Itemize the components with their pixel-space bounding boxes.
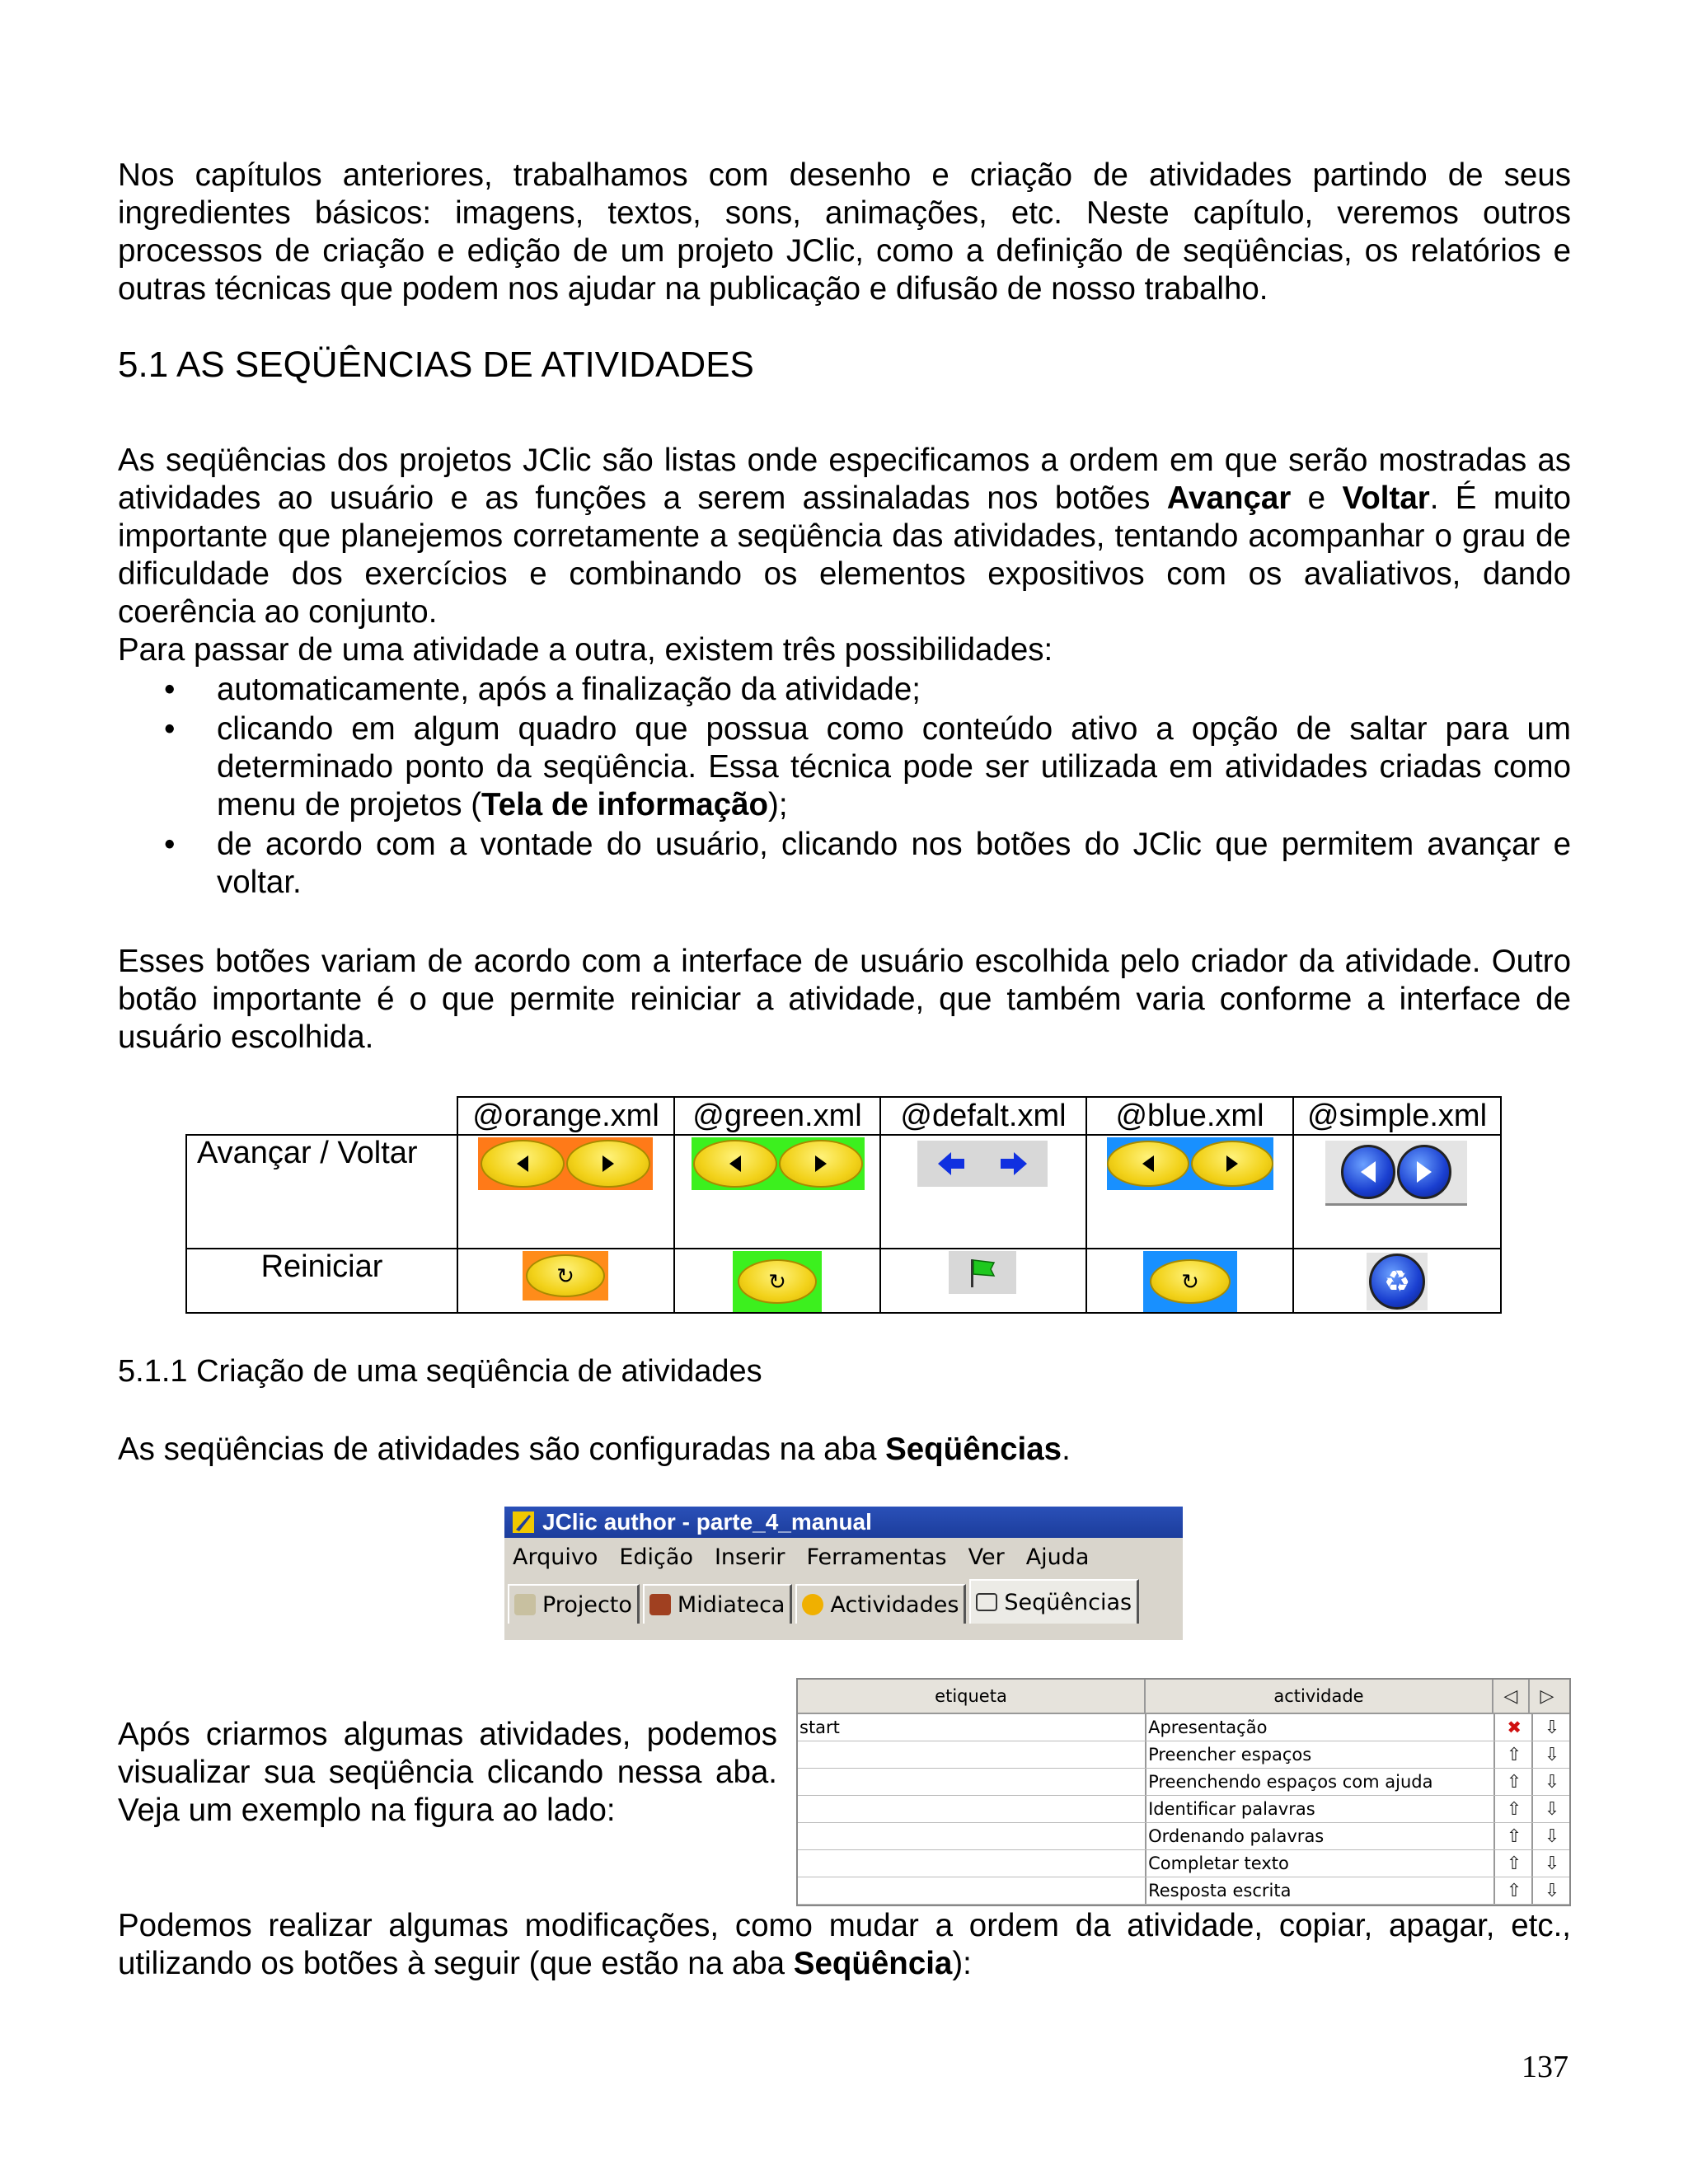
back-arrow-icon [693, 1140, 777, 1188]
sequence-table-screenshot [796, 1678, 1571, 1906]
bold-avancar: Avançar [1166, 480, 1292, 516]
move-down-icon[interactable]: ⇩ [1544, 1717, 1560, 1738]
orange-restart-button [523, 1251, 608, 1301]
move-up-icon[interactable]: ⇧ [1495, 1796, 1533, 1822]
list-item: • de acordo com a vontade do usuário, clicando nos botões do JClic que permitem avançar e voltar. [164, 827, 1571, 900]
simple-restart-button [1367, 1253, 1428, 1310]
button-styles-table [185, 1096, 1502, 1314]
table-row[interactable]: Completar texto ⇧ ⇩ [798, 1850, 1569, 1877]
project-icon [514, 1594, 536, 1615]
orange-nav-buttons [478, 1137, 653, 1190]
move-down-icon[interactable]: ⇩ [1544, 1798, 1560, 1820]
menu-ver[interactable]: Ver [968, 1544, 1005, 1570]
sequence-view-paragraph: Após criarmos algumas atividades, podemos visualizar sua seqüência clicando nessa aba. Veja um exemplo na figura ao lado: [118, 1717, 777, 1828]
scroll-left-icon[interactable]: ◁ [1493, 1680, 1530, 1713]
green-restart-button [733, 1251, 822, 1312]
forward-arrow-icon [1397, 1145, 1451, 1199]
window-title: JClic author - parte_4_manual [542, 1509, 872, 1535]
header-green: @green.xml [674, 1097, 880, 1135]
move-up-icon[interactable]: ⇧ [1495, 1850, 1533, 1877]
row-label-navigate: Avançar / Voltar [186, 1135, 457, 1249]
move-down-icon[interactable]: ⇩ [1544, 1853, 1560, 1874]
scroll-right-icon[interactable]: ▷ [1540, 1685, 1554, 1707]
tab-sequencias[interactable]: Seqüências [969, 1579, 1139, 1624]
move-up-icon[interactable]: ⇧ [1495, 1823, 1533, 1849]
section-title: 5.1 AS SEQÜÊNCIAS DE ATIVIDADES [118, 344, 754, 385]
sequences-icon [976, 1593, 997, 1611]
table-row[interactable]: start Apresentação ✖ ⇩ [798, 1714, 1569, 1741]
possibilities-list [118, 671, 1571, 903]
bold-voltar: Voltar [1342, 480, 1430, 516]
forward-arrow-icon [779, 1140, 863, 1188]
back-arrow-icon [936, 1149, 966, 1179]
back-arrow-icon [481, 1140, 565, 1188]
sequences-paragraph: As seqüências dos projetos JClic são listas onde especificamos a ordem em que serão mostradas as atividades ao usuário e as funções a serem assinaladas nos botões Avançar e Voltar. É muito importante que planejemos corretamente a seqüência das atividades, tentando acompanhar o grau de dificuldade dos exercícios e combinando os elementos expositivos com os avaliativos, dando coerência ao conjunto. [118, 443, 1571, 630]
flag-icon [966, 1256, 999, 1289]
table-row[interactable]: Preencher espaços ⇧ ⇩ [798, 1741, 1569, 1769]
menu-ajuda[interactable]: Ajuda [1025, 1544, 1090, 1570]
restart-icon: ↻ [738, 1259, 817, 1304]
tab-strip [504, 1576, 1183, 1624]
simple-nav-buttons [1325, 1141, 1467, 1206]
menu-bar [504, 1538, 1183, 1576]
back-arrow-icon [1341, 1145, 1395, 1199]
intro-paragraph: Nos capítulos anteriores, trabalhamos com desenho e criação de atividades partindo de seus ingredientes básicos: imagens, textos, sons, animações, etc. Neste capítulo, veremos outros processos de criação e edição de um projeto JClic, como a definição de seqüências, os relatórios e outras técnicas que podem nos ajudar na publicação e difusão de nosso trabalho. [118, 157, 1571, 307]
menu-edicao[interactable]: Edição [619, 1544, 693, 1570]
sequence-table-header [798, 1680, 1569, 1714]
sequences-tab-paragraph: As seqüências de atividades são configuradas na aba Seqüências. [118, 1432, 1071, 1467]
jclic-window-screenshot [504, 1507, 1183, 1640]
table-row[interactable]: Preenchendo espaços com ajuda ⇧ ⇩ [798, 1769, 1569, 1796]
list-item: • clicando em algum quadro que possua como conteúdo ativo a opção de saltar para um determinado ponto da seqüência. Essa técnica pode ser utilizada em atividades criadas como menu de projetos (Tela de informação); [164, 711, 1571, 823]
tab-midiateca[interactable]: Midiateca [643, 1584, 793, 1624]
tab-actividades[interactable]: Actividades [795, 1584, 966, 1624]
row-label-restart: Reiniciar [186, 1249, 457, 1313]
header-simple: @simple.xml [1293, 1097, 1501, 1135]
menu-arquivo[interactable]: Arquivo [513, 1544, 598, 1570]
default-restart-button [949, 1251, 1016, 1294]
move-up-icon[interactable]: ⇧ [1495, 1741, 1533, 1768]
forward-arrow-icon [566, 1140, 650, 1188]
table-row[interactable]: Identificar palavras ⇧ ⇩ [798, 1796, 1569, 1823]
default-nav-buttons [917, 1141, 1048, 1187]
tab-projecto[interactable]: Projecto [508, 1584, 640, 1624]
window-titlebar [504, 1507, 1183, 1538]
media-library-icon [649, 1594, 671, 1615]
activities-icon [802, 1594, 823, 1615]
forward-arrow-icon [1191, 1141, 1273, 1187]
jclic-logo-icon [511, 1510, 536, 1535]
move-down-icon[interactable]: ⇩ [1544, 1880, 1560, 1901]
restart-icon: ↻ [526, 1254, 605, 1297]
possibilities-intro: Para passar de uma atividade a outra, existem três possibilidades: [118, 632, 1053, 668]
header-blue: @blue.xml [1086, 1097, 1293, 1135]
subsection-title: 5.1.1 Criação de uma seqüência de atividades [118, 1354, 762, 1389]
delete-icon[interactable]: ✖ [1495, 1714, 1533, 1741]
move-up-icon[interactable]: ⇧ [1495, 1877, 1533, 1904]
forward-arrow-icon [999, 1149, 1029, 1179]
column-header-label: etiqueta [798, 1680, 1146, 1713]
page-number: 137 [1522, 2050, 1568, 2084]
move-down-icon[interactable]: ⇩ [1544, 1771, 1560, 1793]
menu-inserir[interactable]: Inserir [714, 1544, 785, 1570]
table-row[interactable]: Ordenando palavras ⇧ ⇩ [798, 1823, 1569, 1850]
recycle-icon: ♻ [1369, 1254, 1425, 1310]
green-nav-buttons [692, 1137, 865, 1190]
move-down-icon[interactable]: ⇩ [1544, 1744, 1560, 1765]
header-orange: @orange.xml [457, 1097, 674, 1135]
menu-ferramentas[interactable]: Ferramentas [806, 1544, 947, 1570]
buttons-paragraph: Esses botões variam de acordo com a interface de usuário escolhida pelo criador da atividade. Outro botão importante é o que permite reiniciar a atividade, que também varia conforme a interface de usuário escolhida. [118, 944, 1571, 1055]
move-up-icon[interactable]: ⇧ [1495, 1769, 1533, 1795]
column-header-activity: actividade [1146, 1680, 1493, 1713]
restart-icon: ↻ [1150, 1259, 1231, 1304]
header-default: @defalt.xml [880, 1097, 1086, 1135]
back-arrow-icon [1107, 1141, 1189, 1187]
table-row[interactable]: Resposta escrita ⇧ ⇩ [798, 1877, 1569, 1905]
move-down-icon[interactable]: ⇩ [1544, 1825, 1560, 1847]
modifications-paragraph: Podemos realizar algumas modificações, como mudar a ordem da atividade, copiar, apagar, etc., utilizando os botões à seguir (que estão na aba Seqüência): [118, 1908, 1571, 1981]
blue-restart-button [1143, 1251, 1237, 1312]
list-item: • automaticamente, após a finalização da atividade; [164, 672, 921, 707]
blue-nav-buttons [1107, 1137, 1273, 1190]
